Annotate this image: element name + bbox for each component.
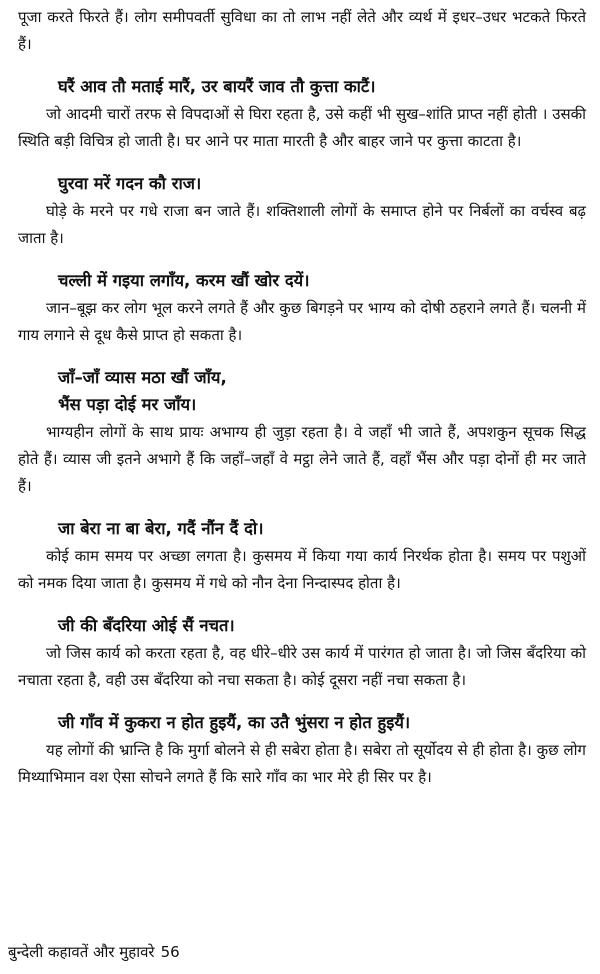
- page-footer: [8, 940, 180, 964]
- proverb-heading: जाँ–जाँ व्यास मठा खौं जाँय,: [58, 368, 227, 387]
- intro-paragraph: पूजा करते फिरते हैं। लोग समीपवर्ती सुविधा का तो लाभ नहीं लेते और व्यर्थ में इधर–उधर भटकते फिरते हैं।: [18, 8, 586, 53]
- proverb-explanation: जो आदमी चारों तरफ से विपदाओं से घिरा रहता है, उसे कहीं भी सुख–शांति प्राप्त नहीं होती । उसकी स्थिति बड़ी विचित्र हो जाती है। घर आने पर माता मारती है और बाहर जाने पर कुत्ता काटता है।: [18, 105, 586, 150]
- proverb-entry-5: [18, 515, 586, 597]
- proverb-explanation: यह लोगों की भ्रान्ति है कि मुर्गा बोलने से ही सबेरा होता है। सबेरा तो सूर्योदय से ही होता है। कुछ लोग मिथ्याभिमान वश ऐसा सोचने लगते हैं कि सारे गाँव का भार मेरे ही सिर पर है।: [18, 741, 586, 786]
- proverb-heading: घुरवा मरें गदन कौ राज।: [58, 174, 202, 193]
- proverb-entry-1: [18, 73, 586, 155]
- proverb-explanation: कोई काम समय पर अच्छा लगता है। कुसमय में किया गया कार्य निरर्थक होता है। समय पर पशुओं को नमक दिया जाता है। कुसमय में गधे को नौन देना निन्दास्पद होता है।: [18, 547, 586, 592]
- proverb-heading: चल्ली में गइया लगाँय, करम खौं खोर दयें।: [58, 271, 310, 290]
- proverb-entry-3: [18, 267, 586, 349]
- proverb-heading: जी गाँव में कुकरा न होत हुइयैं, का उतै भुंसरा न होत हुइयैं।: [58, 713, 411, 732]
- proverb-entry-2: [18, 170, 586, 252]
- page-number: 56: [160, 943, 180, 961]
- proverb-heading: जा बेरा ना बा बेरा, गदैं नौंन दैं दो।: [58, 519, 264, 538]
- proverb-entry-6: [18, 612, 586, 694]
- book-title: बुन्देली कहावतें और मुहावरे: [8, 943, 155, 961]
- proverb-entry-4: [18, 364, 586, 500]
- proverb-heading: घरैं आव तौ मताई मारैं, उर बायरैं जाव तौ कुत्ता काटैं।: [58, 77, 376, 96]
- proverb-explanation: घोड़े के मरने पर गधे राजा बन जाते हैं। शक्तिशाली लोगों के समाप्त होने पर निर्बलों का वर्चस्व बढ़ जाता है।: [18, 202, 586, 247]
- proverb-entry-7: [18, 709, 586, 791]
- proverb-heading-line-2: भैंस पड़ा दोई मर जाँय।: [58, 395, 197, 414]
- proverb-heading: जी की बँदरिया ओई सैं नचत।: [58, 616, 235, 635]
- proverb-explanation: भाग्यहीन लोगों के साथ प्रायः अभाग्य ही जुड़ा रहता है। वे जहाँ भी जाते हैं, अपशकुन सूचक सिद्ध होते हैं। व्यास जी इतने अभागे हैं कि जहाँ–जहाँ वे मट्ठा लेने जाते हैं, वहाँ भैंस और पड़ा दोनों ही मर जाते हैं।: [18, 423, 586, 495]
- proverb-explanation: जान–बूझ कर लोग भूल करने लगते हैं और कुछ बिगड़ने पर भाग्य को दोषी ठहराने लगते हैं। चलनी में गाय लगाने से दूध कैसे प्राप्त हो सकता है।: [18, 299, 586, 344]
- proverb-explanation: जो जिस कार्य को करता रहता है, वह धीरे–धीरे उस कार्य में पारंगत हो जाता है। जो जिस बँदरिया को नचाता रहता है, वही उस बँदरिया को नचा सकता है। कोई दूसरा नहीं नचा सकता है।: [18, 644, 586, 689]
